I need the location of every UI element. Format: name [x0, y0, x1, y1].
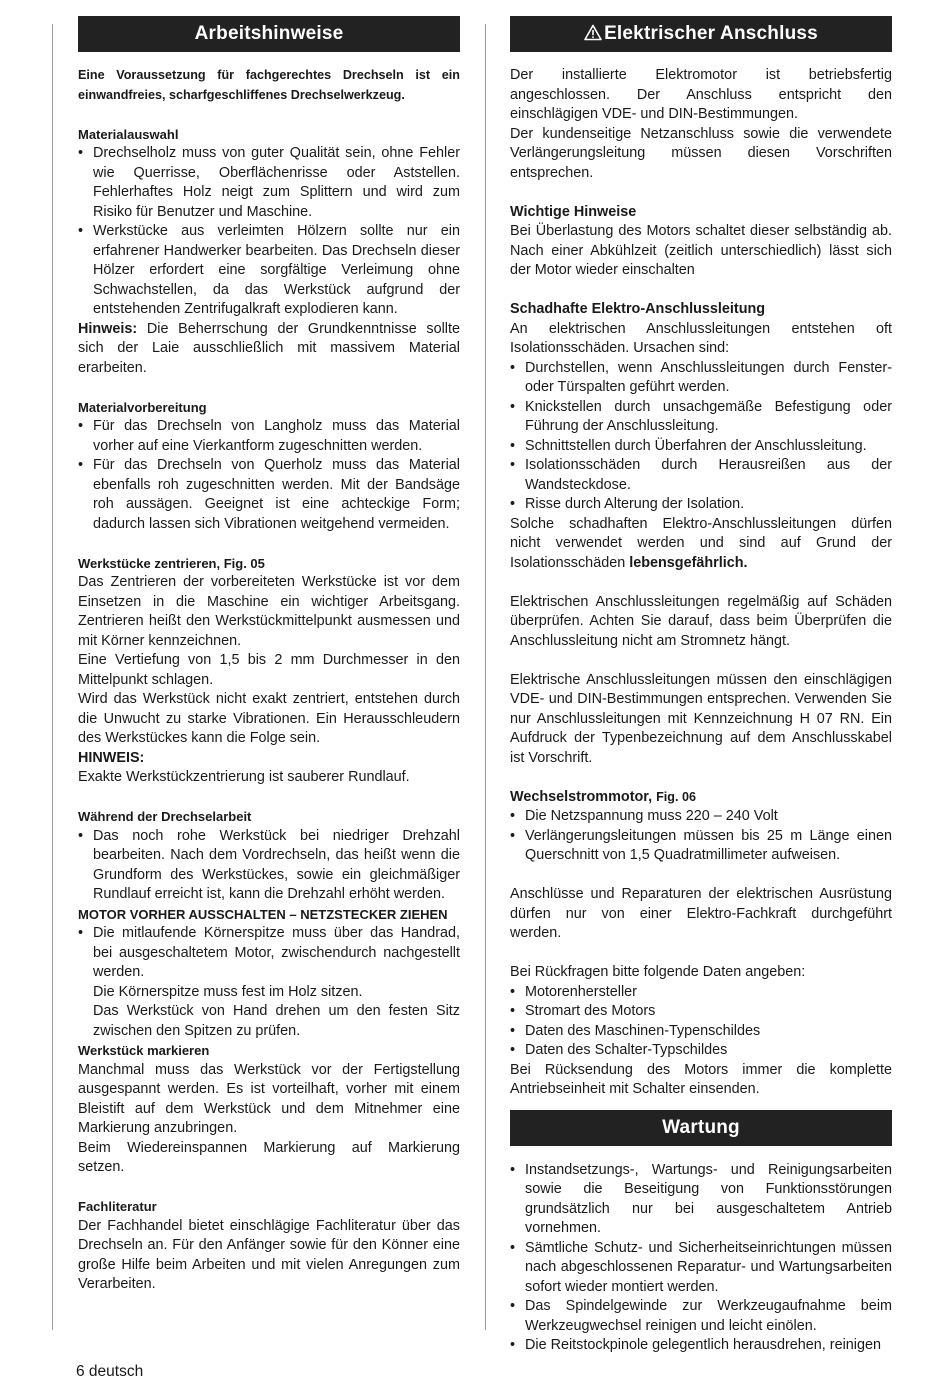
- bullet-icon: •: [78, 418, 84, 434]
- list-item: • Das noch rohe Werkstück bei niedriger Drehzahl bearbeiten. Nach dem Vordrechseln, das heißt wenn die Grundform des Werkstückes, sowie ein gleichmäßiger Rundlauf erreicht ist, kann die Drehzahl erhöht werden.: [78, 827, 460, 902]
- markieren-paragraph-1: Manchmal muss das Werkstück vor der Fertigstellung ausgespannt werden. Es ist vorteilhaft, vorher mit einem Bleistift auf dem Werkstück und dem Mitnehmer eine Markierung anzubringen.: [78, 1061, 460, 1136]
- zentrieren-hinweis-text: Exakte Werkstückzentrierung ist sauberer Rundlauf.: [78, 769, 410, 785]
- koernerspitze-text: Die Körnerspitze muss fest im Holz sitzen.: [93, 983, 363, 1000]
- center-column-rule: [485, 24, 486, 1330]
- markieren-title: Werkstück markieren: [78, 1043, 210, 1058]
- wechselstrommotor-section: [510, 788, 892, 1100]
- rueckfragen-paragraph: Bei Rückfragen bitte folgende Daten angeben:: [510, 964, 806, 980]
- bullet-icon: •: [78, 223, 84, 239]
- bullet-icon: •: [78, 827, 84, 844]
- list-item: • Motorenhersteller: [510, 983, 892, 1003]
- bullet-icon: •: [510, 437, 516, 454]
- werkstueck-drehen-text: Das Werkstück von Hand drehen um den festen Sitz zwischen den Spitzen zu prüfen.: [93, 1003, 460, 1039]
- bullet-icon: •: [78, 925, 84, 941]
- list-item: • Die mitlaufende Körnerspitze muss über das Handrad, bei ausgeschaltetem Motor, zwischendurch nachgestellt werden.: [78, 925, 460, 980]
- list-item: • Für das Drechseln von Querholz muss das Material ebenfalls roh zugeschnitten werden. Mit der Bandsäge roh aussägen. Geeignet ist eine achteckige Form; dadurch lassen sich Vibrationen weitgehend vermeiden.: [78, 457, 460, 532]
- zentrieren-paragraph-2: Eine Vertiefung von 1,5 bis 2 mm Durchmesser in den Mittelpunkt schlagen.: [78, 652, 460, 688]
- materialauswahl-title: Materialauswahl: [78, 126, 179, 142]
- bullet-icon: •: [510, 359, 516, 376]
- anschluss-paragraph-2: Der kundenseitige Netzanschluss sowie die verwendete Verlängerungsleitung müssen diesen Vorschriften entsprechen.: [510, 125, 892, 181]
- wechselstrommotor-title: Wechselstrommotor, Fig. 06: [510, 788, 696, 805]
- bullet-icon: •: [510, 1022, 516, 1039]
- elektrischer-anschluss-heading: Elektrischer Anschluss: [510, 16, 892, 52]
- bullet-icon: •: [510, 983, 516, 1000]
- materialvorbereitung-section: [78, 398, 460, 535]
- drechselarbeit-list: [78, 827, 460, 905]
- list-item: • Verlängerungsleitungen müssen bis 25 m Länge einen Querschnitt von 1,5 Quadratmillimeter aufweisen.: [510, 827, 892, 863]
- materialvorbereitung-title: Materialvorbereitung: [78, 399, 207, 415]
- list-item: • Das Spindelgewinde zur Werkzeugaufnahme beim Werkzeugwechsel reinigen und leicht einölen.: [510, 1298, 892, 1334]
- wechselstrommotor-list: [510, 807, 892, 866]
- materialauswahl-list: [78, 144, 460, 320]
- list-item: • Instandsetzungs-, Wartungs- und Reinigungsarbeiten sowie die Beseitigung von Funktionsstörungen grundsätzlich nur bei ausgeschaltetem Antrieb vornehmen.: [510, 1161, 892, 1236]
- arbeitshinweise-heading: Arbeitshinweise: [78, 16, 460, 52]
- schadhaft-paragraph-4: Elektrische Anschlussleitungen müssen den einschlägigen VDE- und DIN-Bestimmungen entsprechen. Verwenden Sie nur Anschlussleitungen mit Kennzeichnung H 07 RN. Ein Aufdruck der Typenbezeichnung auf dem Anschlusskabel ist Vorschrift.: [510, 671, 892, 766]
- schadhaft-paragraph-3: Elektrischen Anschlussleitungen regelmäßig auf Schäden überprüfen. Achten Sie darauf, dass beim Überprüfen die Anschlussleitung nicht am Stromnetz hängt.: [510, 593, 892, 649]
- left-column: [78, 16, 460, 1295]
- bullet-icon: •: [510, 457, 516, 473]
- schadhaft-section: [510, 300, 892, 768]
- list-item: • Die Netzspannung muss 220 – 240 Volt: [510, 807, 892, 827]
- zentrieren-hinweis-label: HINWEIS:: [78, 749, 145, 766]
- fachliteratur-paragraph: Der Fachhandel bietet einschlägige Fachliteratur über das Drechseln an. Für den Anfänger sowie für den Könner eine große Hilfe beim Arbeiten und mit vielen Anregungen zum Verarbeiten.: [78, 1217, 460, 1292]
- materialvorbereitung-list: [78, 417, 460, 534]
- reparaturen-paragraph: Anschlüsse und Reparaturen der elektrischen Ausrüstung dürfen nur von einer Elektro-Fachkraft durchgeführt werden.: [510, 886, 892, 941]
- schadhaft-title: Schadhafte Elektro-Anschlussleitung: [510, 301, 766, 317]
- ruecksendung-paragraph: Bei Rücksendung des Motors immer die komplette Antriebseinheit mit Schalter einsenden.: [510, 1061, 892, 1097]
- right-column: [510, 16, 892, 1356]
- hinweis-paragraph: Hinweis: Die Beherrschung der Grundkenntnisse sollte sich der Laie ausschließlich mit massivem Material erarbeiten.: [78, 320, 461, 376]
- zentrieren-section: [78, 554, 460, 788]
- list-item: • Stromart des Motors: [510, 1002, 892, 1022]
- zentrieren-paragraph-1: Das Zentrieren der vorbereiteten Werkstücke ist vor dem Einsetzen in die Maschine ein wichtiger Arbeitsgang. Zentrieren heißt den Werkstückmittelpunkt ausmessen und mit Körner kennzeichnen.: [78, 574, 460, 649]
- left-column-rule: [52, 24, 53, 1330]
- list-item: • Daten des Maschinen-Typenschildes: [510, 1022, 892, 1042]
- bullet-icon: •: [510, 1161, 516, 1178]
- anschluss-paragraph-1: Der installierte Elektromotor ist betriebsfertig angeschlossen. Der Anschluss entspricht den einschlägigen VDE- und DIN-Bestimmungen.: [510, 67, 892, 122]
- materialauswahl-section: [78, 125, 460, 379]
- fachliteratur-section: [78, 1197, 460, 1295]
- motor-warning: MOTOR VORHER AUSSCHALTEN – NETZSTECKER ZIEHEN: [78, 906, 448, 922]
- bullet-icon: •: [510, 1003, 516, 1019]
- bullet-icon: •: [510, 496, 516, 512]
- bullet-icon: •: [510, 1239, 516, 1256]
- bullet-icon: •: [510, 1337, 516, 1353]
- schadhaft-paragraph-2: Solche schadhaften Elektro-Anschlussleitungen dürfen nicht verwendet werden und sind auf Grund der Isolationsschäden lebensgefährlich.: [510, 515, 892, 571]
- list-item: • Schnittstellen durch Überfahren der Anschlussleitung.: [510, 437, 892, 457]
- bullet-icon: •: [510, 398, 516, 415]
- warning-triangle-icon: [584, 18, 602, 54]
- drechselarbeit-section: [78, 807, 460, 1041]
- wartung-heading: Wartung: [510, 1110, 892, 1146]
- list-item: • Sämtliche Schutz- und Sicherheitseinrichtungen müssen nach abgeschlossenen Reparatur- und Wartungsarbeiten sofort wieder montiert werden.: [510, 1239, 892, 1295]
- list-item: • Drechselholz muss von guter Qualität sein, ohne Fehler wie Querrisse, Oberflächenrisse oder Aststellen. Fehlerhaftes Holz neigt zum Splittern und wird zum Risiko für Benutzer und Maschine.: [78, 145, 460, 220]
- list-item: • Knickstellen durch unsachgemäße Befestigung oder Führung der Anschlussleitung.: [510, 398, 892, 434]
- zentrieren-title: Werkstücke zentrieren, Fig. 05: [78, 555, 265, 571]
- wichtige-hinweise-section: [510, 203, 892, 281]
- bullet-icon: •: [510, 827, 516, 844]
- schadhaft-paragraph-1: An elektrischen Anschlussleitungen entstehen oft Isolationsschäden. Ursachen sind:: [510, 320, 892, 356]
- list-item: • Daten des Schalter-Typschildes: [510, 1041, 892, 1061]
- list-item: • Durchstellen, wenn Anschlussleitungen durch Fenster- oder Türspalten geführt werden.: [510, 359, 892, 395]
- wichtige-hinweise-title: Wichtige Hinweise: [510, 203, 637, 220]
- intro-text: Eine Voraussetzung für fachgerechtes Drechseln ist ein einwandfreies, scharfgeschliffenes Drechselwerkzeug.: [78, 68, 460, 102]
- markieren-section: [78, 1041, 460, 1178]
- drechselarbeit-title: Während der Drechselarbeit: [78, 809, 252, 824]
- drechselarbeit-list-2: [78, 924, 460, 983]
- wartung-list: [510, 1161, 892, 1356]
- list-item: • Die Reitstockpinole gelegentlich herausdrehen, reinigen: [510, 1336, 892, 1356]
- schadhaft-list: [510, 359, 892, 515]
- bullet-icon: •: [510, 808, 516, 824]
- list-item: • Werkstücke aus verleimten Hölzern sollte nur ein erfahrener Handwerker bearbeiten. Das Drechseln dieser Hölzer erfordert eine sorgfältige Verleimung ohne Schwachstellen, da das Werkstück aufgrund der entstehenden Zentrifugalkraft explodieren kann.: [78, 223, 460, 317]
- markieren-paragraph-2: Beim Wiedereinspannen Markierung auf Markierung setzen.: [78, 1139, 460, 1175]
- bullet-icon: •: [78, 457, 84, 473]
- zentrieren-paragraph-3: Wird das Werkstück nicht exakt zentriert, entstehen durch die Unwucht zu starke Vibrationen. Ein Herausschleudern des Werkstückes kann die Folge sein.: [78, 691, 460, 746]
- list-item: • Für das Drechseln von Langholz muss das Material vorher auf eine Vierkantform zugeschnitten werden.: [78, 418, 460, 454]
- list-item: • Risse durch Alterung der Isolation.: [510, 495, 892, 515]
- bullet-icon: •: [78, 145, 84, 161]
- rueckfragen-list: [510, 983, 892, 1061]
- bullet-icon: •: [510, 1298, 516, 1314]
- wichtige-hinweise-paragraph: Bei Überlastung des Motors schaltet dieser selbständig ab. Nach einer Abkühlzeit (zeitlich unterschiedlich) lässt sich der Motor wieder einschalten: [510, 223, 892, 278]
- bullet-icon: •: [510, 1042, 516, 1058]
- page-footer: 6 deutsch: [76, 1363, 144, 1380]
- list-item: • Isolationsschäden durch Herausreißen aus der Wandsteckdose.: [510, 457, 892, 493]
- fachliteratur-title: Fachliteratur: [78, 1199, 157, 1214]
